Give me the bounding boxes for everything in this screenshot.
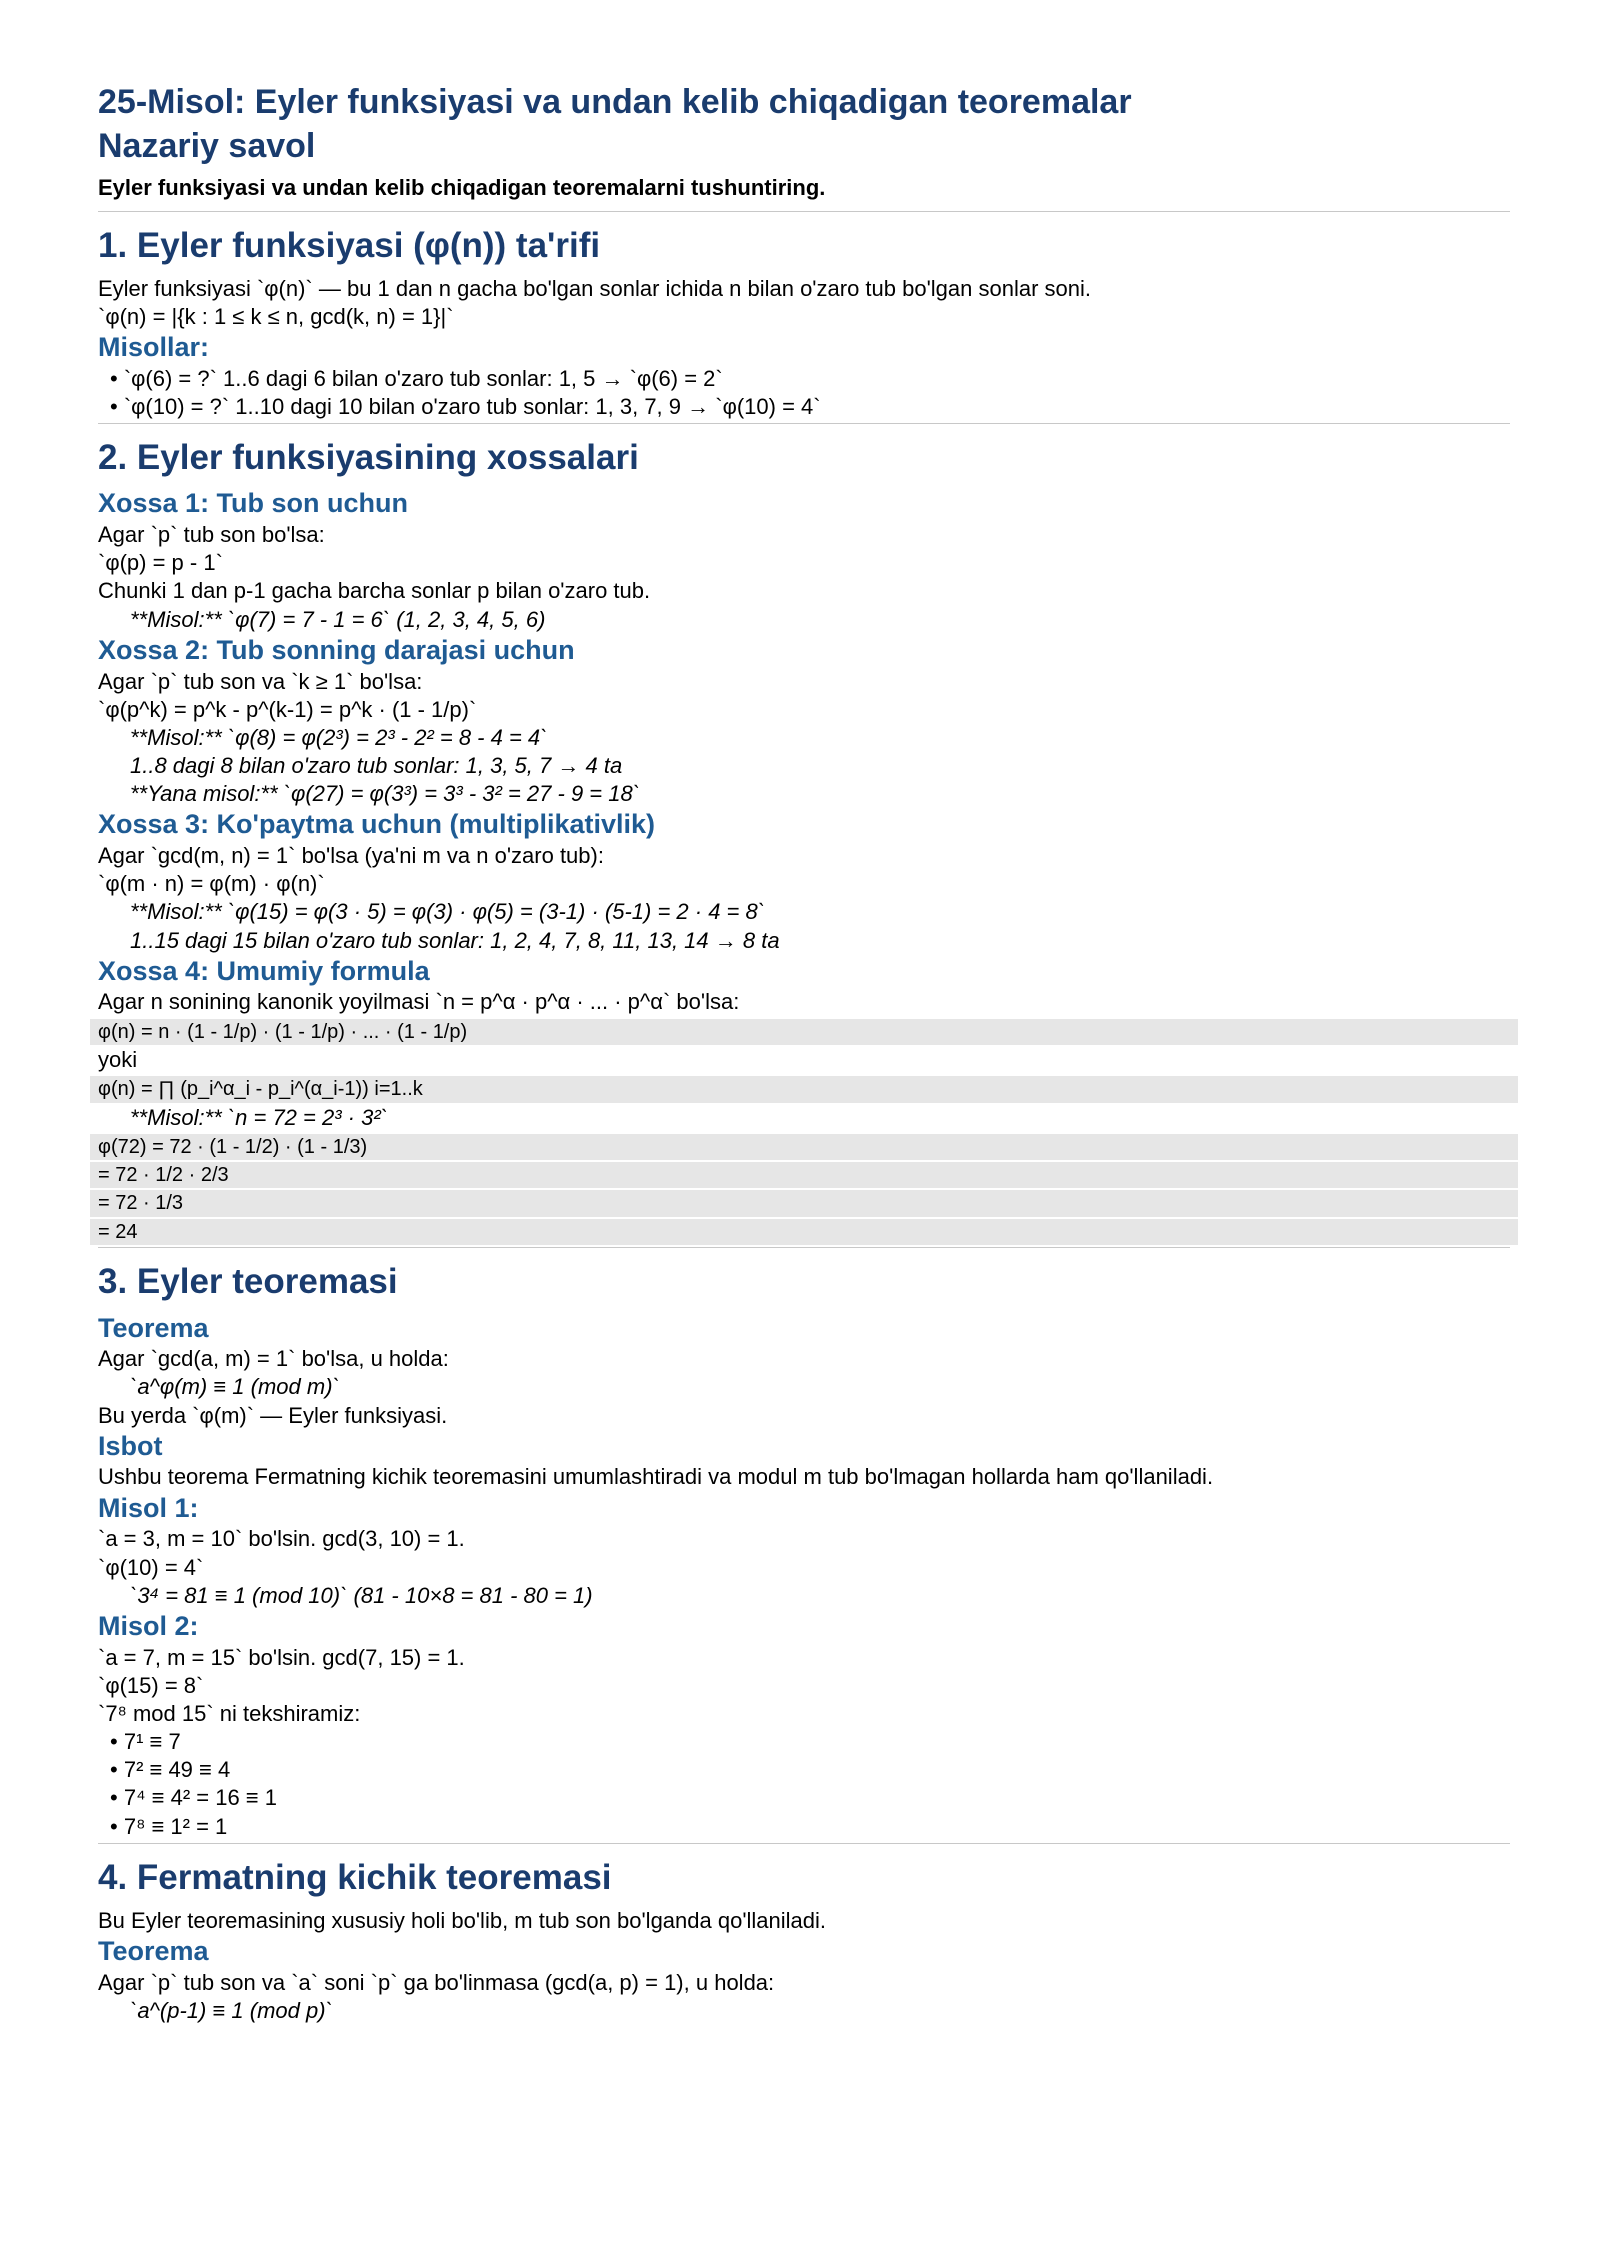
subsection-heading: Misol 2: <box>98 1610 199 1641</box>
paragraph: Bu yerda `φ(m)` — Eyler funksiyasi. <box>98 1402 448 1428</box>
subsection-heading: Xossa 2: Tub sonning darajasi uchun <box>98 634 575 665</box>
formula-line: `φ(n) = |{k : 1 ≤ k ≤ n, gcd(k, n) = 1}|` <box>98 303 454 329</box>
formula-line: `φ(15) = 8` <box>98 1672 204 1698</box>
section-divider <box>98 423 1510 424</box>
formula-line: `φ(10) = 4` <box>98 1554 204 1580</box>
code-block: = 72 · 1/3 <box>90 1190 1518 1216</box>
example-line: `3⁴ = 81 ≡ 1 (mod 10)` (81 - 10×8 = 81 - 80 = 1) <box>130 1582 593 1608</box>
section-heading: 4. Fermatning kichik teoremasi <box>98 1857 612 1897</box>
title-block <box>98 80 1510 168</box>
subsection-heading: Teorema <box>98 1936 209 1967</box>
question-text: Eyler funksiyasi va undan kelib chiqadigan teoremalarni tushuntiring. <box>98 175 826 201</box>
document-subtitle: Nazariy savol <box>98 127 316 166</box>
paragraph: Agar `p` tub son va `k ≥ 1` bo'lsa: <box>98 668 423 694</box>
formula-line: `φ(p) = p - 1` <box>98 550 223 576</box>
list-item: • 7¹ ≡ 7 <box>110 1728 1510 1756</box>
paragraph: yoki <box>98 1046 138 1072</box>
section-definition <box>98 222 1510 422</box>
section-heading: 1. Eyler funksiyasi (φ(n)) ta'rifi <box>98 225 601 265</box>
subsection-heading: Teorema <box>98 1312 209 1343</box>
subsection-heading: Xossa 3: Ko'paytma uchun (multiplikativlik) <box>98 809 656 840</box>
example-line: **Misol:** `φ(8) = φ(2³) = 2³ - 2² = 8 - 4 = 4` <box>130 724 548 750</box>
section-divider <box>98 1843 1510 1844</box>
subsection-heading: Xossa 4: Umumiy formula <box>98 955 430 986</box>
formula-line: `φ(p^k) = p^k - p^(k-1) = p^k · (1 - 1/p)` <box>98 696 477 722</box>
list-item: • 7² ≡ 49 ≡ 4 <box>110 1756 1510 1784</box>
section-fermat-theorem <box>98 1854 1510 2025</box>
paragraph: Agar `p` tub son va `a` soni `p` ga bo'linmasa (gcd(a, p) = 1), u holda: <box>98 1969 775 1995</box>
paragraph: Ushbu teorema Fermatning kichik teoremasini umumlashtiradi va modul m tub bo'lmagan hollarda ham qo'llaniladi. <box>98 1464 1214 1490</box>
code-block: φ(n) = ∏ (p_i^α_i - p_i^(α_i-1)) i=1..k <box>90 1076 1518 1102</box>
list-item: • 7⁴ ≡ 4² = 16 ≡ 1 <box>110 1784 1510 1812</box>
list-item: • `φ(10) = ?` 1..10 dagi 10 bilan o'zaro tub sonlar: 1, 3, 7, 9 → `φ(10) = 4` <box>110 393 1510 421</box>
code-block: = 72 · 1/2 · 2/3 <box>90 1162 1518 1188</box>
section-heading: 2. Eyler funksiyasining xossalari <box>98 438 639 478</box>
formula-line: `a^φ(m) ≡ 1 (mod m)` <box>130 1374 340 1400</box>
paragraph: Agar `gcd(a, m) = 1` bo'lsa, u holda: <box>98 1346 449 1372</box>
example-line: **Misol:** `φ(15) = φ(3 · 5) = φ(3) · φ(5) = (3-1) · (5-1) = 2 · 4 = 8` <box>130 899 766 925</box>
code-block: φ(n) = n · (1 - 1/p) · (1 - 1/p) · ... · (1 - 1/p) <box>90 1019 1518 1045</box>
paragraph: Agar n sonining kanonik yoyilmasi `n = p^α · p^α · ... · p^α` bo'lsa: <box>98 989 740 1015</box>
example-line: **Yana misol:** `φ(27) = φ(3³) = 3³ - 3² = 27 - 9 = 18` <box>130 781 641 807</box>
formula-line: `a^(p-1) ≡ 1 (mod p)` <box>130 1998 333 2023</box>
section-heading: 3. Eyler teoremasi <box>98 1262 398 1302</box>
examples-list <box>98 365 1510 421</box>
example-line: **Misol:** `n = 72 = 2³ · 3²` <box>130 1104 388 1130</box>
code-block: φ(72) = 72 · (1 - 1/2) · (1 - 1/3) <box>90 1134 1518 1160</box>
list-item: • `φ(6) = ?` 1..6 dagi 6 bilan o'zaro tub sonlar: 1, 5 → `φ(6) = 2` <box>110 365 1510 393</box>
paragraph: Agar `gcd(m, n) = 1` bo'lsa (ya'ni m va n o'zaro tub): <box>98 843 604 869</box>
formula-line: `φ(m · n) = φ(m) · φ(n)` <box>98 871 325 897</box>
paragraph: Bu Eyler teoremasining xususiy holi bo'lib, m tub son bo'lganda qo'llaniladi. <box>98 1907 827 1933</box>
paragraph: Chunki 1 dan p-1 gacha barcha sonlar p bilan o'zaro tub. <box>98 578 651 604</box>
section-properties <box>98 434 1510 1245</box>
paragraph: `a = 7, m = 15` bo'lsin. gcd(7, 15) = 1. <box>98 1644 465 1670</box>
example-line: 1..15 dagi 15 bilan o'zaro tub sonlar: 1, 2, 4, 7, 8, 11, 13, 14 → 8 ta <box>130 927 780 953</box>
section-divider <box>98 1247 1510 1248</box>
subsection-heading: Misol 1: <box>98 1492 199 1523</box>
subsection-heading: Xossa 1: Tub son uchun <box>98 488 409 519</box>
example-line: **Misol:** `φ(7) = 7 - 1 = 6` (1, 2, 3, 4, 5, 6) <box>130 606 546 632</box>
list-item: • 7⁸ ≡ 1² = 1 <box>110 1813 1510 1841</box>
paragraph: `7⁸ mod 15` ni tekshiramiz: <box>98 1700 361 1726</box>
example-line: 1..8 dagi 8 bilan o'zaro tub sonlar: 1, 3, 5, 7 → 4 ta <box>130 753 623 778</box>
paragraph: Agar `p` tub son bo'lsa: <box>98 522 325 548</box>
subsection-heading: Isbot <box>98 1430 163 1461</box>
section-divider <box>98 211 1510 212</box>
paragraph: Eyler funksiyasi `φ(n)` — bu 1 dan n gacha bo'lgan sonlar ichida n bilan o'zaro tub bo'lgan sonlar soni. <box>98 275 1091 301</box>
paragraph: `a = 3, m = 10` bo'lsin. gcd(3, 10) = 1. <box>98 1526 465 1552</box>
steps-list <box>98 1728 1510 1841</box>
section-euler-theorem <box>98 1258 1510 1840</box>
code-block: = 24 <box>90 1219 1518 1245</box>
document-title: 25-Misol: Eyler funksiyasi va undan kelib chiqadigan teoremalar <box>98 83 1132 121</box>
subsection-heading: Misollar: <box>98 332 210 363</box>
